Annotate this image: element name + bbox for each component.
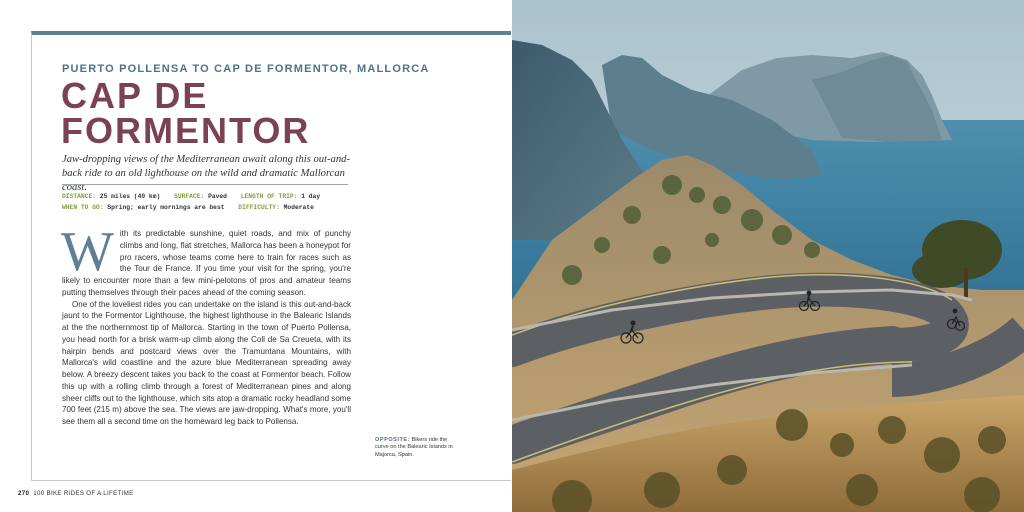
facts-row-1 bbox=[62, 191, 362, 202]
ride-facts bbox=[62, 191, 362, 213]
page-title: CAP DE FORMENTOR bbox=[61, 75, 311, 151]
facts-row-2 bbox=[62, 202, 362, 213]
distance-label: DISTANCE: bbox=[62, 193, 97, 200]
article-body bbox=[61, 221, 351, 428]
route-kicker: PUERTO POLLENSA TO CAP DE FORMENTOR, MALLORCA bbox=[62, 63, 430, 75]
page-number: 270 bbox=[18, 490, 30, 497]
surface-label: SURFACE: bbox=[174, 193, 205, 200]
paragraph-1 bbox=[61, 221, 351, 299]
paragraph-2: One of the loveliest rides you can undertake on the island is this out-and-back jaunt to the Formentor Lighthouse, the highest lighthouse in the Balearic Islands at the the northernmost tip of Mallorca. Starting in the town of Puerto Pollensa, you head north for a brisk warm-up climb along the Coll de Sa Creueta, with its hairpin bends and postcard views over the Tramuntana Mountains, with Mallorca's wild coastline and the azure blue Mediterranean spreading away below. A breezy descent takes you back to the coast at Formentor beach. Follow this up with a rolling climb through a forest of Mediterranean pines and along sheer cliffs out to the lighthouse, which sits atop a dramatic rocky headland some 700 feet (215 m) above the sea. The views are jaw-dropping. What's more, you'll see them all a second time on the homeward leg back to Pollensa. bbox=[62, 299, 351, 426]
length-label: LENGTH OF TRIP: bbox=[240, 193, 298, 200]
length-value: 1 day bbox=[301, 193, 321, 200]
standfirst: Jaw-dropping views of the Mediterranean await along this out-and-back ride to an old lighthouse on the wild and dramatic Mallorcan coast. bbox=[62, 154, 350, 193]
caption-label: OPPOSITE: bbox=[375, 437, 410, 443]
distance-value: 25 miles (40 km) bbox=[99, 193, 161, 200]
surface-value: Paved bbox=[208, 193, 227, 200]
caption-text: Bikers ride the curve on the Balearic Islands in Majorca, Spain. bbox=[375, 437, 453, 458]
difficulty-value: Moderate bbox=[283, 204, 314, 211]
photo bbox=[512, 0, 1024, 512]
when-label: WHEN TO GO: bbox=[62, 204, 104, 211]
folio bbox=[18, 490, 134, 497]
book-title: 100 BIKE RIDES OF A LIFETIME bbox=[33, 490, 134, 497]
when-value: Spring; early mornings are best bbox=[107, 204, 225, 211]
difficulty-label: DIFFICULTY: bbox=[238, 204, 280, 211]
coastal-road-photo bbox=[512, 0, 1024, 512]
drop-cap: W bbox=[61, 221, 114, 283]
paragraph-1-text: ith its predictable sunshine, quiet roads, and mix of punchy climbs and long, flat stretches, Mallorca has been a honeypot for pro racers, whose teams come here to train for races such as the Tour de France. If you time your visit for the spring, you're likely to encounter more than a few mini-pelotons of pros and amateur teams putting themselves through their paces ahead of the coming season. bbox=[62, 229, 351, 297]
divider bbox=[62, 184, 348, 185]
photo-caption bbox=[375, 437, 455, 459]
